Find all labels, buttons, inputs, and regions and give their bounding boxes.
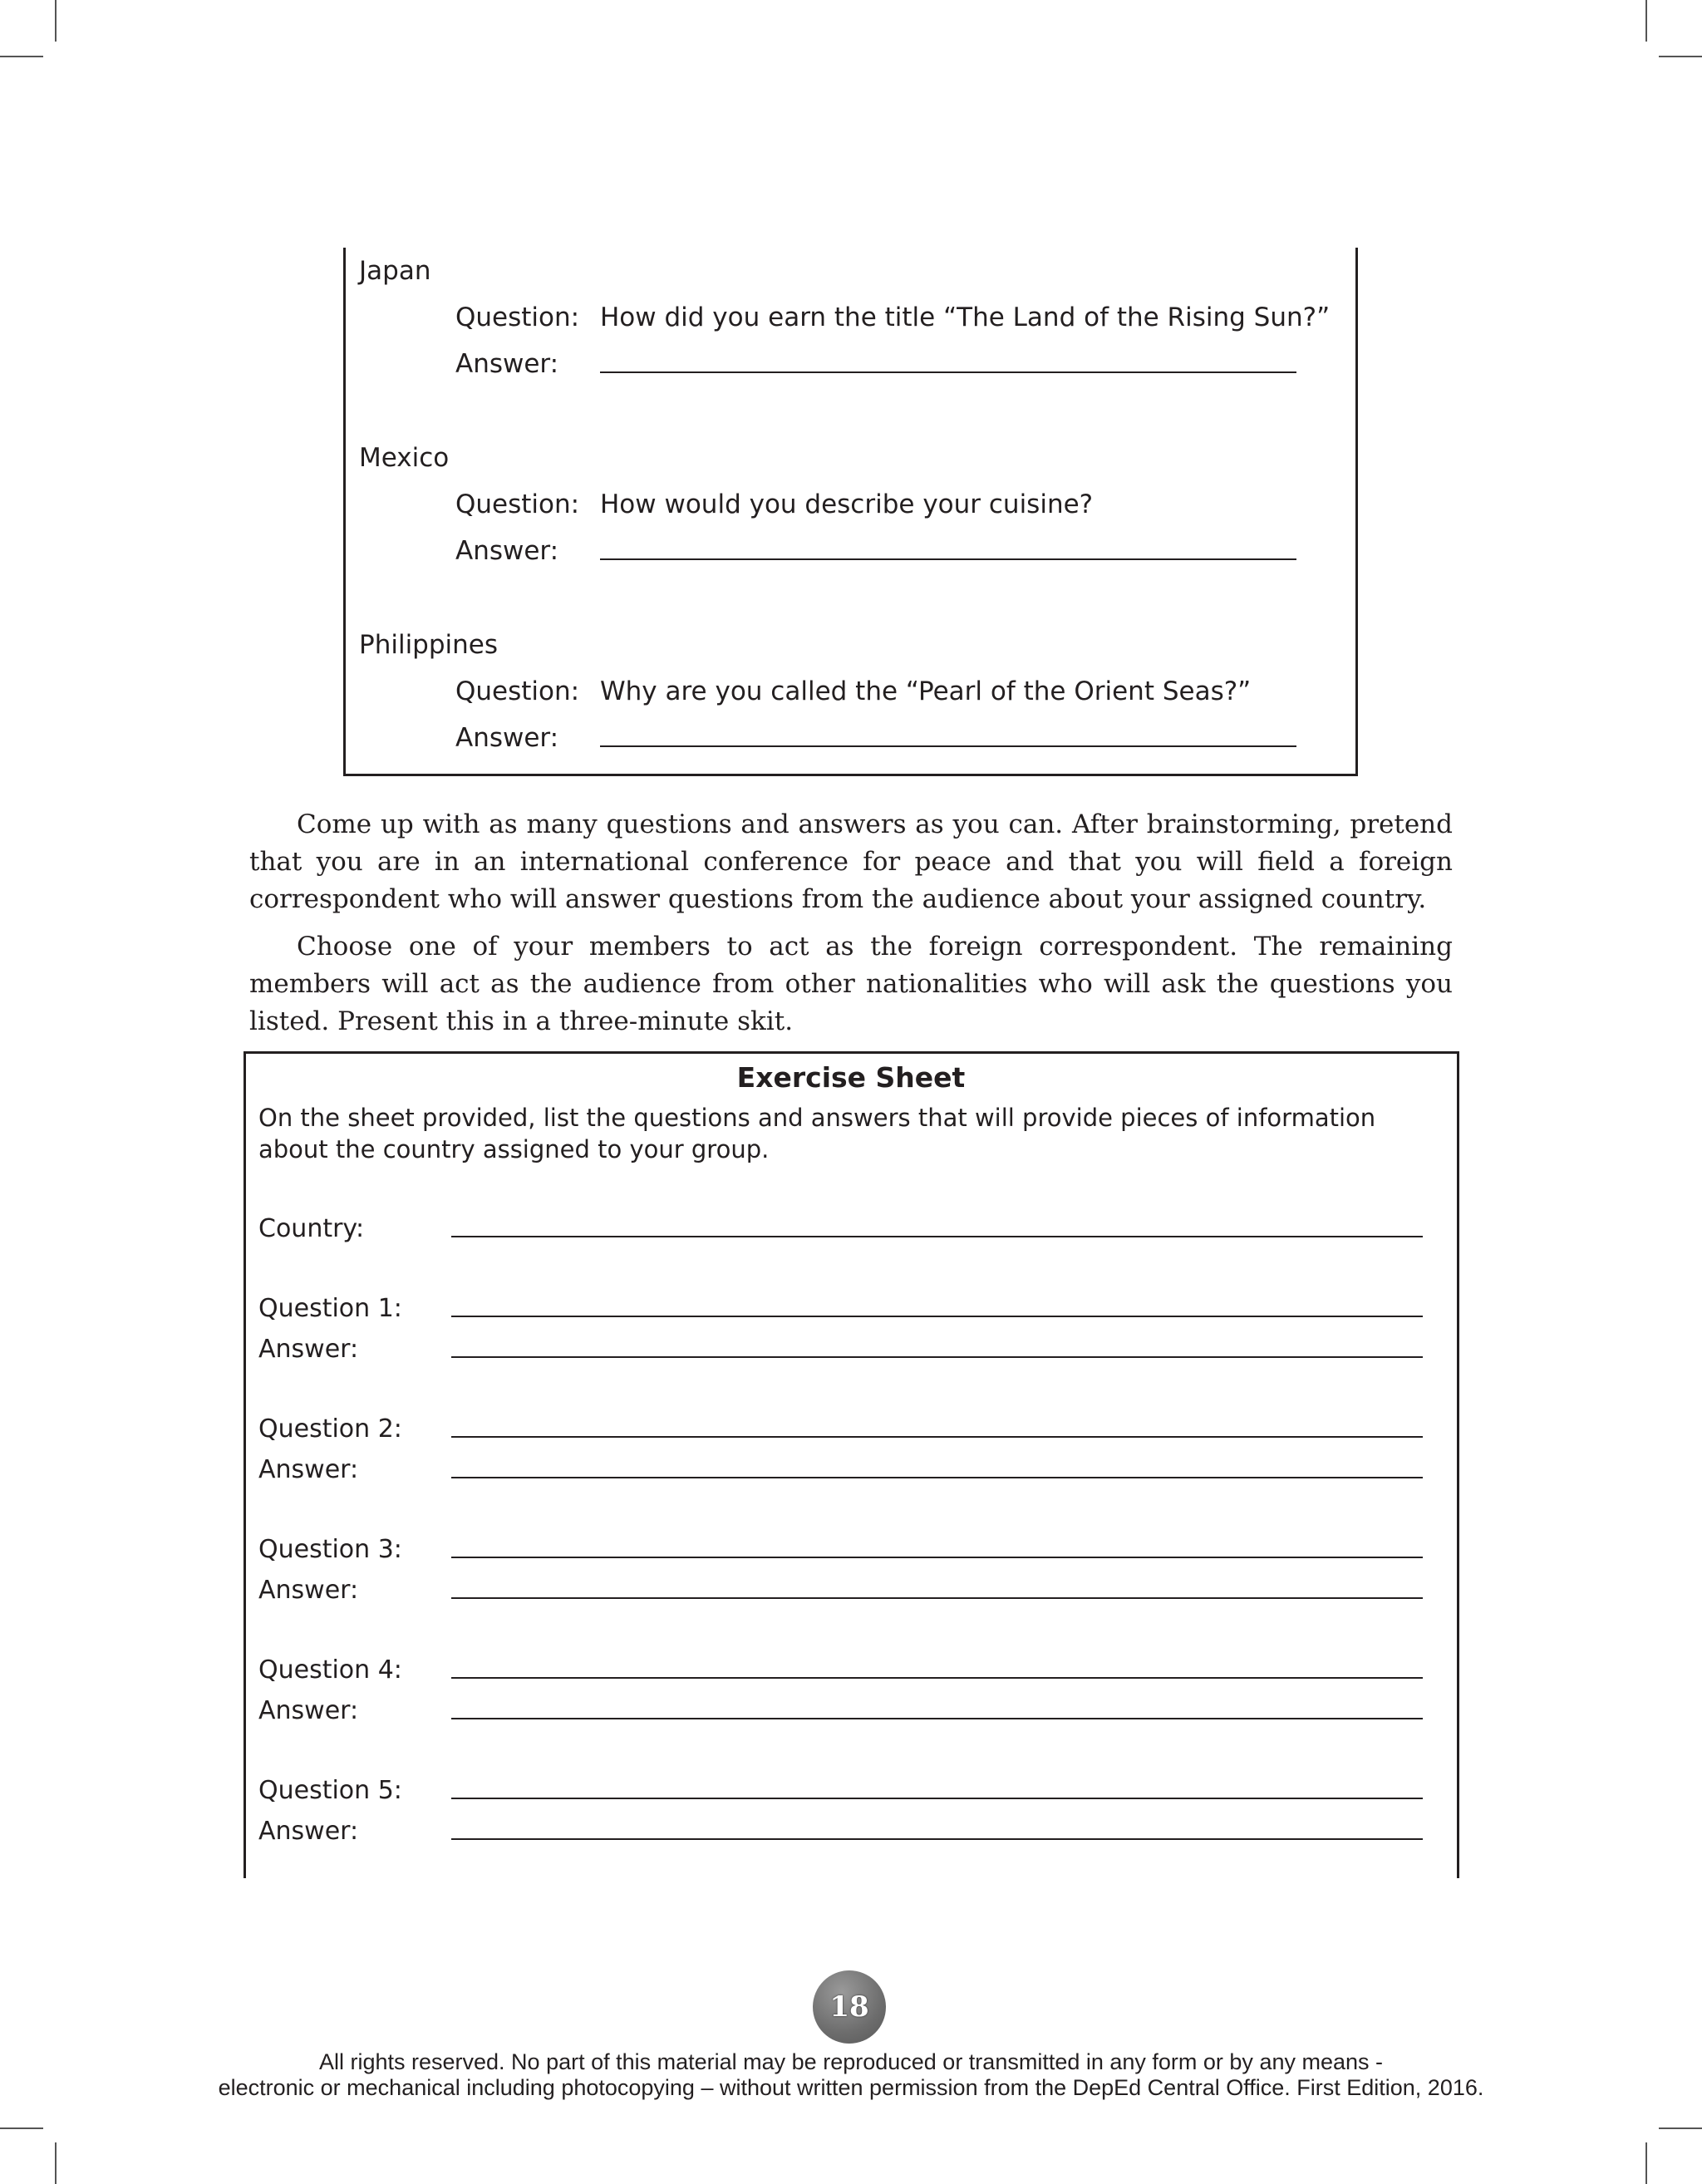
page-number-badge bbox=[813, 1970, 886, 2044]
answer-3-line[interactable] bbox=[451, 1597, 1423, 1599]
answer-5-label: Answer: bbox=[258, 1817, 359, 1846]
question-2-line[interactable] bbox=[451, 1436, 1423, 1438]
crop-mark bbox=[1659, 56, 1702, 57]
answer-blank[interactable] bbox=[600, 371, 1296, 373]
answer-blank[interactable] bbox=[600, 558, 1296, 560]
question-1-label: Question 1: bbox=[258, 1294, 402, 1323]
answer-label: Answer: bbox=[455, 723, 559, 753]
question-label: Question: bbox=[455, 303, 580, 332]
question-5-label: Question 5: bbox=[258, 1776, 402, 1805]
answer-4-label: Answer: bbox=[258, 1696, 359, 1725]
question-label: Question: bbox=[455, 676, 580, 706]
country-input-line[interactable] bbox=[451, 1236, 1423, 1237]
question-5-line[interactable] bbox=[451, 1798, 1423, 1799]
exercise-sheet-instructions: On the sheet provided, list the questions and answers that will provide pieces of information about the country assigned to your group. bbox=[258, 1104, 1376, 1163]
answer-label: Answer: bbox=[455, 536, 559, 566]
question-2-label: Question 2: bbox=[258, 1414, 402, 1444]
answer-1-label: Answer: bbox=[258, 1335, 359, 1364]
answer-2-line[interactable] bbox=[451, 1477, 1423, 1478]
question-3-line[interactable] bbox=[451, 1557, 1423, 1558]
answer-5-line[interactable] bbox=[451, 1838, 1423, 1840]
question-text: How did you earn the title “The Land of the Rising Sun?” bbox=[600, 303, 1331, 332]
question-1-line[interactable] bbox=[451, 1316, 1423, 1317]
question-label: Question: bbox=[455, 489, 580, 519]
exercise-sheet-title: Exercise Sheet bbox=[736, 1061, 966, 1094]
question-text: Why are you called the “Pearl of the Orient Seas?” bbox=[600, 676, 1252, 706]
crop-mark bbox=[55, 2142, 57, 2184]
country-name: Mexico bbox=[359, 443, 450, 473]
copyright-line-1: All rights reserved. No part of this material may be reproduced or transmitted in any form or by any means - bbox=[318, 2049, 1384, 2074]
answer-3-label: Answer: bbox=[258, 1576, 359, 1605]
country-name: Japan bbox=[359, 256, 431, 286]
question-3-label: Question 3: bbox=[258, 1535, 402, 1564]
answer-2-label: Answer: bbox=[258, 1455, 359, 1484]
question-4-label: Question 4: bbox=[258, 1655, 402, 1685]
answer-label: Answer: bbox=[455, 349, 559, 379]
crop-mark bbox=[1645, 2142, 1647, 2184]
answer-blank[interactable] bbox=[600, 745, 1296, 747]
question-text: How would you describe your cuisine? bbox=[600, 489, 1094, 519]
instruction-paragraph: Choose one of your members to act as the foreign correspondent. The remaining members will act as the audience from other nationalities who will ask the questions you listed. Present this in a three-minute skit. bbox=[249, 932, 1453, 1036]
exercise-sheet-box bbox=[243, 1051, 1459, 1878]
country-label: Country: bbox=[258, 1214, 365, 1243]
page-number: 18 bbox=[829, 1990, 869, 2024]
copyright-line-2: electronic or mechanical including photocopying – without written permission from the DepEd Central Office. First Edition, 2016. bbox=[218, 2075, 1484, 2100]
answer-1-line[interactable] bbox=[451, 1356, 1423, 1358]
instruction-paragraph: Come up with as many questions and answers as you can. After brainstorming, pretend that you are in an international conference for peace and that you will field a foreign correspondent who will answer questions from the audience about your assigned country. bbox=[249, 809, 1453, 914]
crop-mark bbox=[55, 0, 57, 42]
crop-mark bbox=[0, 56, 43, 57]
answer-4-line[interactable] bbox=[451, 1718, 1423, 1719]
crop-mark bbox=[1659, 2127, 1702, 2129]
crop-mark bbox=[1645, 0, 1647, 42]
crop-mark bbox=[0, 2127, 43, 2129]
question-4-line[interactable] bbox=[451, 1677, 1423, 1679]
country-name: Philippines bbox=[359, 630, 499, 660]
